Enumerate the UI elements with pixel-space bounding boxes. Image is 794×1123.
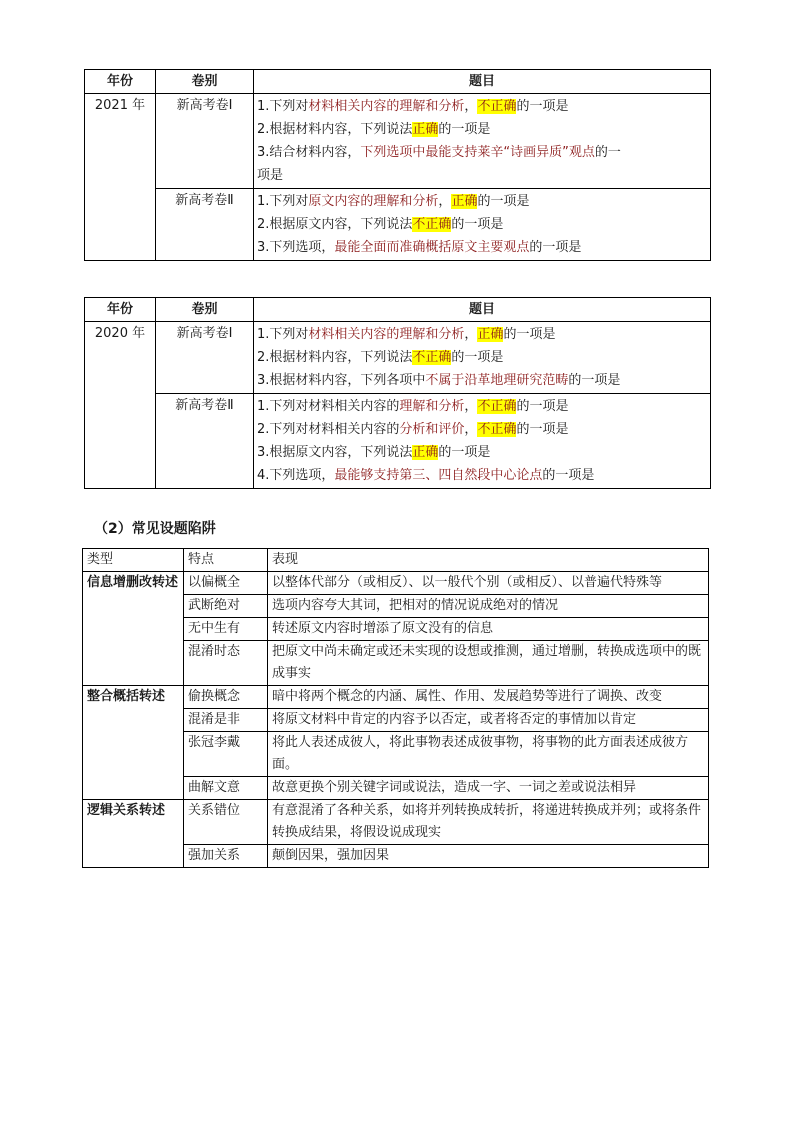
table-header-row bbox=[83, 549, 709, 572]
category-cell: 整合概括转述 bbox=[83, 686, 184, 800]
table-header-row bbox=[85, 298, 711, 322]
desc-cell: 故意更换个别关键字词或说法，造成一字、一词之差或说法相异 bbox=[268, 777, 709, 800]
question-line: 3.结合材料内容，下列选项中最能支持莱辛“诗画异质”观点的一 bbox=[257, 145, 621, 160]
questions-cell bbox=[254, 394, 711, 489]
feature-cell: 强加关系 bbox=[184, 845, 268, 868]
desc-cell: 转述原文内容时增添了原文没有的信息 bbox=[268, 618, 709, 641]
header-year: 年份 bbox=[85, 298, 156, 322]
header-question: 题目 bbox=[254, 298, 711, 322]
question-line: 4.下列选项，最能够支持第三、四自然段中心论点的一项是 bbox=[257, 468, 595, 483]
desc-cell: 将原文材料中肯定的内容予以否定，或者将否定的事情加以肯定 bbox=[268, 709, 709, 732]
table-row bbox=[85, 189, 711, 261]
header-feature: 特点 bbox=[184, 549, 268, 572]
category-cell: 逻辑关系转述 bbox=[83, 800, 184, 868]
header-paper: 卷别 bbox=[156, 298, 254, 322]
question-line: 2.根据原文内容，下列说法不正确的一项是 bbox=[257, 217, 504, 232]
question-line: 2.根据材料内容，下列说法正确的一项是 bbox=[257, 122, 491, 137]
table-row bbox=[85, 94, 711, 189]
questions-cell bbox=[254, 322, 711, 394]
paper-cell: 新高考卷Ⅰ bbox=[156, 322, 254, 394]
question-line: 项是 bbox=[257, 168, 284, 183]
year-cell: 2021 年 bbox=[85, 94, 156, 261]
feature-cell: 混淆是非 bbox=[184, 709, 268, 732]
feature-cell: 张冠李戴 bbox=[184, 732, 268, 777]
desc-cell: 把原文中尚未确定或还未实现的设想或推测，通过增删，转换成选项中的既成事实 bbox=[268, 641, 709, 686]
category-cell: 信息增删改转述 bbox=[83, 572, 184, 686]
exam-table-2020 bbox=[84, 297, 711, 489]
table-row bbox=[83, 572, 709, 595]
desc-cell: 颠倒因果，强加因果 bbox=[268, 845, 709, 868]
paper-cell: 新高考卷Ⅱ bbox=[156, 189, 254, 261]
table-row bbox=[83, 686, 709, 709]
question-line: 3.根据材料内容，下列各项中不属于沿革地理研究范畴的一项是 bbox=[257, 373, 621, 388]
question-line: 1.下列对原文内容的理解和分析，正确的一项是 bbox=[257, 194, 530, 209]
feature-cell: 以偏概全 bbox=[184, 572, 268, 595]
question-line: 3.根据原文内容，下列说法正确的一项是 bbox=[257, 445, 491, 460]
question-line: 1.下列对材料相关内容的理解和分析，不正确的一项是 bbox=[257, 399, 569, 414]
year-cell: 2020 年 bbox=[85, 322, 156, 489]
header-year: 年份 bbox=[85, 70, 156, 94]
questions-cell bbox=[254, 189, 711, 261]
question-line: 2.下列对材料相关内容的分析和评价，不正确的一项是 bbox=[257, 422, 569, 437]
traps-table bbox=[82, 548, 709, 868]
question-line: 1.下列对材料相关内容的理解和分析，不正确的一项是 bbox=[257, 99, 569, 114]
paper-cell: 新高考卷Ⅰ bbox=[156, 94, 254, 189]
paper-cell: 新高考卷Ⅱ bbox=[156, 394, 254, 489]
feature-cell: 武断绝对 bbox=[184, 595, 268, 618]
question-line: 3.下列选项，最能全面而准确概括原文主要观点的一项是 bbox=[257, 240, 582, 255]
header-type: 类型 bbox=[83, 549, 184, 572]
table-row bbox=[85, 322, 711, 394]
questions-cell bbox=[254, 94, 711, 189]
feature-cell: 无中生有 bbox=[184, 618, 268, 641]
desc-cell: 选项内容夸大其词，把相对的情况说成绝对的情况 bbox=[268, 595, 709, 618]
table-row bbox=[83, 800, 709, 845]
question-line: 2.根据材料内容，下列说法不正确的一项是 bbox=[257, 350, 504, 365]
desc-cell: 将此人表述成彼人，将此事物表述成彼事物，将事物的此方面表述成彼方面。 bbox=[268, 732, 709, 777]
feature-cell: 混淆时态 bbox=[184, 641, 268, 686]
section-title: （2）常见设题陷阱 bbox=[94, 521, 216, 537]
exam-table-2021 bbox=[84, 69, 711, 261]
desc-cell: 以整体代部分（或相反）、以一般代个别（或相反）、以普遍代特殊等 bbox=[268, 572, 709, 595]
question-line: 1.下列对材料相关内容的理解和分析，正确的一项是 bbox=[257, 327, 556, 342]
header-paper: 卷别 bbox=[156, 70, 254, 94]
desc-cell: 暗中将两个概念的内涵、属性、作用、发展趋势等进行了调换、改变 bbox=[268, 686, 709, 709]
table-header-row bbox=[85, 70, 711, 94]
feature-cell: 关系错位 bbox=[184, 800, 268, 845]
feature-cell: 偷换概念 bbox=[184, 686, 268, 709]
table-row bbox=[85, 394, 711, 489]
header-manifestation: 表现 bbox=[268, 549, 709, 572]
feature-cell: 曲解文意 bbox=[184, 777, 268, 800]
header-question: 题目 bbox=[254, 70, 711, 94]
desc-cell: 有意混淆了各种关系，如将并列转换成转折，将递进转换成并列；或将条件转换成结果，将假设说成现实 bbox=[268, 800, 709, 845]
